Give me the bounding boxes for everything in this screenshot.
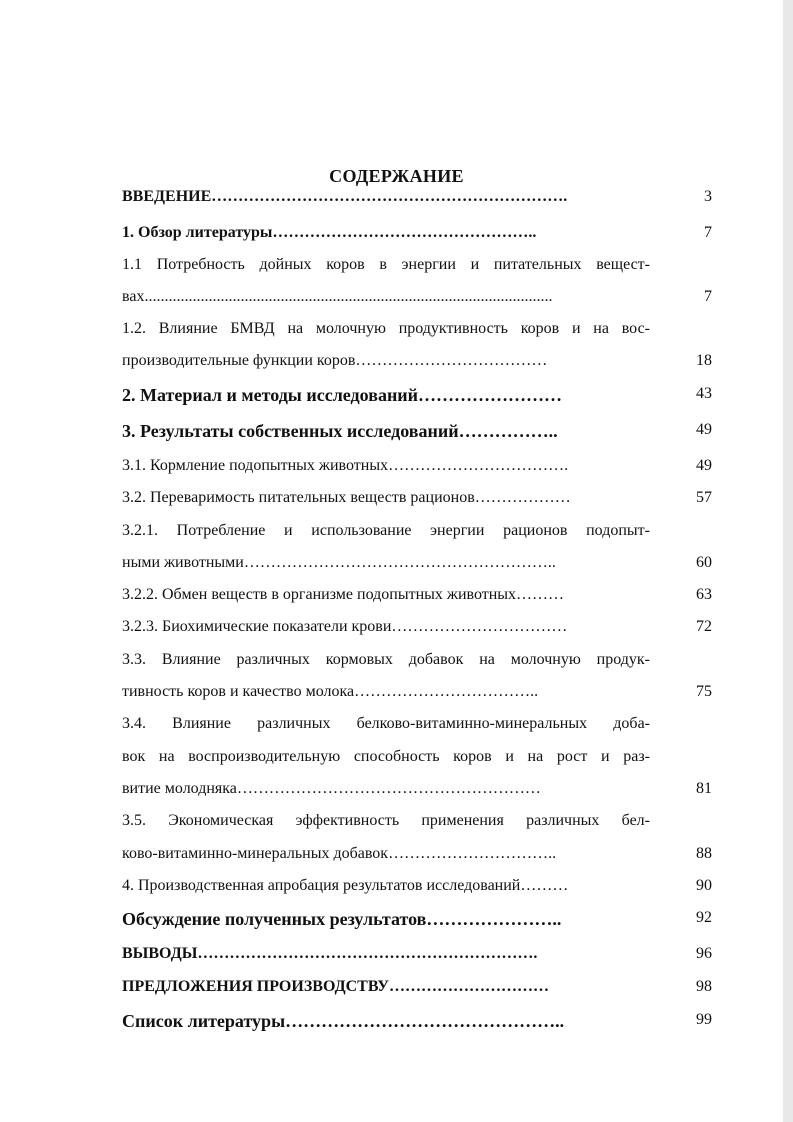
toc-entry-3-2-1-cont[interactable]: ными животными………………………………………………….. (122, 554, 556, 571)
toc-entry-materials-methods[interactable]: 2. Материал и методы исследований…………………… (122, 385, 563, 405)
toc-entry-3-5-cont[interactable]: ково-витаминно-минеральных добавок………………………….. (122, 845, 557, 862)
toc-page-number: 7 (704, 224, 712, 241)
toc-entry-3-4-cont2[interactable]: витие молодняка………………………………………………… (122, 780, 541, 797)
toc-page-number: 57 (696, 489, 712, 506)
toc-page-number: 96 (696, 945, 712, 962)
toc-entry-3-5[interactable]: 3.5. Экономическая эффективность применения различных бел- (122, 812, 650, 829)
toc-entry-3-3-cont[interactable]: тивность коров и качество молока…………………………….. (122, 683, 539, 700)
toc-page-number: 98 (696, 978, 712, 995)
toc-entry-literature-review[interactable]: 1. Обзор литературы………………………………………….. (122, 224, 537, 241)
toc-entry-3-2-3[interactable]: 3.2.3. Биохимические показатели крови…………………………… (122, 618, 568, 635)
toc-page-number: 90 (696, 877, 712, 894)
toc-entry-1-1-cont[interactable]: вах...................................................................................................... (122, 288, 553, 305)
toc-entry-approbation[interactable]: 4. Производственная апробация результатов исследований……… (122, 877, 569, 894)
page-title: СОДЕРЖАНИЕ (329, 166, 464, 186)
toc-page-number: 3 (704, 188, 712, 205)
toc-entry-proposals[interactable]: ПРЕДЛОЖЕНИЯ ПРОИЗВОДСТВУ………………………… (122, 978, 549, 995)
toc-entry-3-4[interactable]: 3.4. Влияние различных белково-витаминно-минеральных доба- (122, 715, 650, 732)
toc-page-number: 18 (696, 352, 712, 369)
toc-entry-introduction[interactable]: ВВЕДЕНИЕ…………………………………………………………. (122, 188, 568, 205)
toc-entry-3-2-2[interactable]: 3.2.2. Обмен веществ в организме подопытных животных……… (122, 586, 565, 603)
toc-page-number: 7 (704, 288, 712, 305)
toc-entry-1-2[interactable]: 1.2. Влияние БМВД на молочную продуктивность коров и на вос- (122, 320, 650, 337)
toc-entry-1-2-cont[interactable]: производительные функции коров……………………………… (122, 352, 548, 369)
toc-entry-3-2-1[interactable]: 3.2.1. Потребление и использование энергии рационов подопыт- (122, 522, 650, 539)
toc-page-number: 81 (696, 780, 712, 797)
toc-page-number: 88 (696, 845, 712, 862)
toc-entry-3-4-cont[interactable]: вок на воспроизводительную способность коров и на рост и раз- (122, 748, 650, 765)
toc-entry-3-3[interactable]: 3.3. Влияние различных кормовых добавок на молочную продук- (122, 651, 650, 668)
toc-entry-conclusions[interactable]: ВЫВОДЫ………………………………………………………. (122, 945, 538, 962)
toc-entry-results[interactable]: 3. Результаты собственных исследований…………….. (122, 421, 558, 441)
toc-page-number: 99 (696, 1011, 712, 1028)
toc-page-number: 75 (696, 683, 712, 700)
toc-page-number: 49 (696, 457, 712, 474)
toc-page-number: 43 (696, 385, 712, 402)
toc-page-number: 63 (696, 586, 712, 603)
toc-entry-discussion[interactable]: Обсуждение полученных результатов………………….. (122, 909, 562, 929)
toc-entry-3-2[interactable]: 3.2. Переваримость питательных веществ рационов……………… (122, 489, 571, 506)
toc-entry-references[interactable]: Список литературы……………………………………….. (122, 1011, 565, 1031)
toc-page-number: 49 (696, 421, 712, 438)
toc-entry-3-1[interactable]: 3.1. Кормление подопытных животных……………………………. (122, 457, 569, 474)
toc-page-number: 72 (696, 618, 712, 635)
toc-page-number: 92 (696, 909, 712, 926)
toc-entry-1-1[interactable]: 1.1 Потребность дойных коров в энергии и питательных вещест- (122, 256, 650, 273)
toc-page-number: 60 (696, 554, 712, 571)
